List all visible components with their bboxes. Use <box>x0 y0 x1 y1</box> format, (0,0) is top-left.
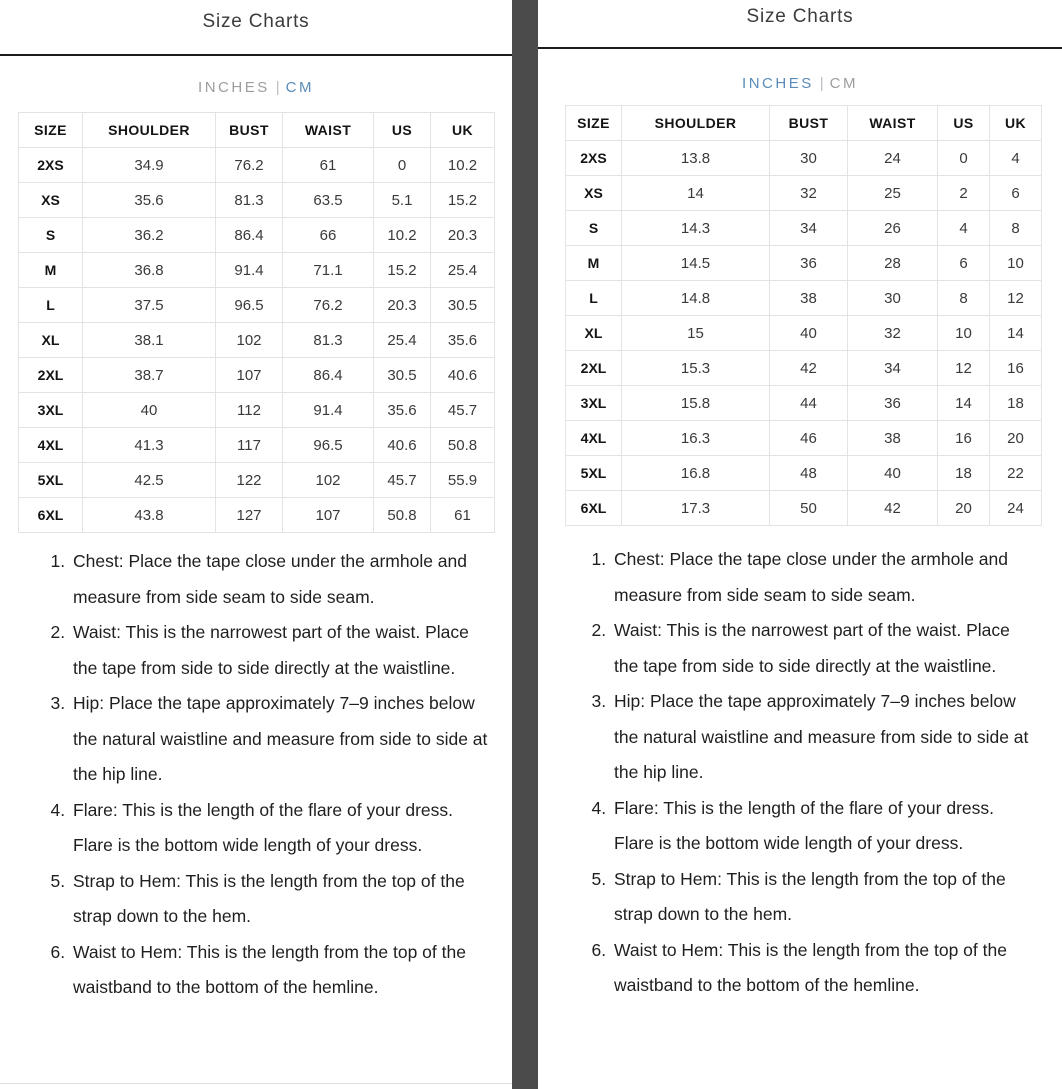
value-cell: 14 <box>622 176 770 211</box>
value-cell: 42 <box>770 351 848 386</box>
tab-inches[interactable]: INCHES <box>742 75 814 92</box>
column-header: UK <box>431 113 495 148</box>
value-cell: 61 <box>431 498 495 533</box>
size-cell: 6XL <box>566 491 622 526</box>
unit-tabs <box>0 79 512 96</box>
value-cell: 17.3 <box>622 491 770 526</box>
size-chart-panel-inches <box>538 0 1062 1089</box>
instruction-item: 4. Flare: This is the length of the flare of your dress. Flare is the bottom wide length of your dress. <box>70 793 490 864</box>
value-cell: 61 <box>283 148 374 183</box>
size-chart-panel-cm <box>0 0 512 1089</box>
size-cell: 2XL <box>19 358 83 393</box>
value-cell: 36 <box>848 386 938 421</box>
value-cell: 32 <box>770 176 848 211</box>
value-cell: 22 <box>990 456 1042 491</box>
panel-divider <box>512 0 538 1089</box>
table-row <box>19 393 495 428</box>
value-cell: 86.4 <box>216 218 283 253</box>
value-cell: 14.5 <box>622 246 770 281</box>
table-row <box>19 288 495 323</box>
instruction-item: 5. Strap to Hem: This is the length from the top of the strap down to the hem. <box>611 862 1038 933</box>
instruction-item: 4. Flare: This is the length of the flare of your dress. Flare is the bottom wide length of your dress. <box>611 791 1038 862</box>
unit-tabs <box>538 75 1062 92</box>
value-cell: 18 <box>938 456 990 491</box>
size-cell: M <box>566 246 622 281</box>
value-cell: 42 <box>848 491 938 526</box>
value-cell: 24 <box>848 141 938 176</box>
table-row <box>566 211 1042 246</box>
value-cell: 35.6 <box>83 183 216 218</box>
size-cell: M <box>19 253 83 288</box>
value-cell: 86.4 <box>283 358 374 393</box>
size-cell: 6XL <box>19 498 83 533</box>
value-cell: 71.1 <box>283 253 374 288</box>
value-cell: 34.9 <box>83 148 216 183</box>
value-cell: 30 <box>848 281 938 316</box>
value-cell: 112 <box>216 393 283 428</box>
table-row <box>19 253 495 288</box>
instruction-item: 3. Hip: Place the tape approximately 7–9 inches below the natural waistline and measure from side to side at the hip line. <box>70 686 490 793</box>
page-title: Size Charts <box>746 6 854 27</box>
value-cell: 63.5 <box>283 183 374 218</box>
table-row <box>566 491 1042 526</box>
table-row <box>19 323 495 358</box>
value-cell: 91.4 <box>283 393 374 428</box>
value-cell: 25.4 <box>374 323 431 358</box>
size-cell: S <box>19 218 83 253</box>
value-cell: 81.3 <box>216 183 283 218</box>
table-row <box>19 218 495 253</box>
value-cell: 15.3 <box>622 351 770 386</box>
column-header: BUST <box>770 106 848 141</box>
value-cell: 32 <box>848 316 938 351</box>
table-row <box>19 428 495 463</box>
tab-cm[interactable]: CM <box>829 75 858 92</box>
value-cell: 0 <box>938 141 990 176</box>
tab-inches[interactable]: INCHES <box>198 79 270 96</box>
column-header: WAIST <box>283 113 374 148</box>
value-cell: 76.2 <box>283 288 374 323</box>
value-cell: 28 <box>848 246 938 281</box>
value-cell: 38.7 <box>83 358 216 393</box>
value-cell: 35.6 <box>374 393 431 428</box>
column-header: BUST <box>216 113 283 148</box>
size-cell: L <box>566 281 622 316</box>
table-row <box>566 316 1042 351</box>
value-cell: 25 <box>848 176 938 211</box>
value-cell: 117 <box>216 428 283 463</box>
column-header: SHOULDER <box>83 113 216 148</box>
value-cell: 122 <box>216 463 283 498</box>
panel-header <box>538 0 1062 49</box>
instruction-item: 6. Waist to Hem: This is the length from the top of the waistband to the bottom of the hemline. <box>611 933 1038 1004</box>
size-cell: 4XL <box>566 421 622 456</box>
value-cell: 10 <box>990 246 1042 281</box>
value-cell: 24 <box>990 491 1042 526</box>
value-cell: 16.8 <box>622 456 770 491</box>
instruction-item: 2. Waist: This is the narrowest part of the waist. Place the tape from side to side directly at the waistline. <box>70 615 490 686</box>
size-cell: S <box>566 211 622 246</box>
value-cell: 36.2 <box>83 218 216 253</box>
table-row <box>19 148 495 183</box>
value-cell: 8 <box>938 281 990 316</box>
value-cell: 16.3 <box>622 421 770 456</box>
value-cell: 20 <box>938 491 990 526</box>
value-cell: 26 <box>848 211 938 246</box>
value-cell: 45.7 <box>431 393 495 428</box>
value-cell: 55.9 <box>431 463 495 498</box>
value-cell: 14 <box>990 316 1042 351</box>
value-cell: 10.2 <box>431 148 495 183</box>
size-cell: XL <box>19 323 83 358</box>
instruction-item: 2. Waist: This is the narrowest part of the waist. Place the tape from side to side directly at the waistline. <box>611 613 1038 684</box>
value-cell: 50.8 <box>374 498 431 533</box>
column-header: WAIST <box>848 106 938 141</box>
value-cell: 35.6 <box>431 323 495 358</box>
value-cell: 38 <box>770 281 848 316</box>
table-row <box>566 141 1042 176</box>
size-cell: 5XL <box>566 456 622 491</box>
column-header: UK <box>990 106 1042 141</box>
value-cell: 15.8 <box>622 386 770 421</box>
value-cell: 96.5 <box>216 288 283 323</box>
value-cell: 44 <box>770 386 848 421</box>
table-row <box>19 463 495 498</box>
value-cell: 37.5 <box>83 288 216 323</box>
value-cell: 18 <box>990 386 1042 421</box>
size-table <box>18 112 495 533</box>
column-header: SIZE <box>19 113 83 148</box>
value-cell: 30.5 <box>374 358 431 393</box>
value-cell: 107 <box>216 358 283 393</box>
value-cell: 16 <box>990 351 1042 386</box>
value-cell: 40.6 <box>431 358 495 393</box>
page-title: Size Charts <box>202 11 310 32</box>
value-cell: 16 <box>938 421 990 456</box>
value-cell: 15.2 <box>431 183 495 218</box>
value-cell: 76.2 <box>216 148 283 183</box>
value-cell: 34 <box>848 351 938 386</box>
value-cell: 10 <box>938 316 990 351</box>
table-row <box>566 386 1042 421</box>
value-cell: 40 <box>770 316 848 351</box>
value-cell: 127 <box>216 498 283 533</box>
value-cell: 15 <box>622 316 770 351</box>
value-cell: 81.3 <box>283 323 374 358</box>
bottom-divider-line <box>0 1083 512 1084</box>
table-row <box>566 456 1042 491</box>
instruction-item: 6. Waist to Hem: This is the length from the top of the waistband to the bottom of the hemline. <box>70 935 490 1006</box>
value-cell: 4 <box>938 211 990 246</box>
value-cell: 40.6 <box>374 428 431 463</box>
value-cell: 15.2 <box>374 253 431 288</box>
value-cell: 25.4 <box>431 253 495 288</box>
value-cell: 91.4 <box>216 253 283 288</box>
table-row <box>19 358 495 393</box>
value-cell: 14.3 <box>622 211 770 246</box>
size-cell: XS <box>19 183 83 218</box>
instruction-item: 1. Chest: Place the tape close under the armhole and measure from side seam to side seam. <box>70 544 490 615</box>
value-cell: 0 <box>374 148 431 183</box>
value-cell: 46 <box>770 421 848 456</box>
value-cell: 6 <box>938 246 990 281</box>
size-cell: L <box>19 288 83 323</box>
value-cell: 30 <box>770 141 848 176</box>
value-cell: 42.5 <box>83 463 216 498</box>
size-cell: 2XL <box>566 351 622 386</box>
value-cell: 12 <box>938 351 990 386</box>
value-cell: 2 <box>938 176 990 211</box>
value-cell: 48 <box>770 456 848 491</box>
value-cell: 5.1 <box>374 183 431 218</box>
value-cell: 38.1 <box>83 323 216 358</box>
table-row <box>566 246 1042 281</box>
value-cell: 14 <box>938 386 990 421</box>
value-cell: 20.3 <box>374 288 431 323</box>
column-header: US <box>938 106 990 141</box>
table-header-row <box>19 113 495 148</box>
table-row <box>566 176 1042 211</box>
size-cell: 4XL <box>19 428 83 463</box>
tab-separator: | <box>275 79 280 96</box>
value-cell: 38 <box>848 421 938 456</box>
value-cell: 50.8 <box>431 428 495 463</box>
value-cell: 40 <box>848 456 938 491</box>
instruction-item: 3. Hip: Place the tape approximately 7–9 inches below the natural waistline and measure from side to side at the hip line. <box>611 684 1038 791</box>
table-row <box>19 183 495 218</box>
value-cell: 50 <box>770 491 848 526</box>
value-cell: 30.5 <box>431 288 495 323</box>
value-cell: 10.2 <box>374 218 431 253</box>
value-cell: 96.5 <box>283 428 374 463</box>
value-cell: 41.3 <box>83 428 216 463</box>
value-cell: 45.7 <box>374 463 431 498</box>
value-cell: 66 <box>283 218 374 253</box>
tab-separator: | <box>819 75 824 92</box>
value-cell: 6 <box>990 176 1042 211</box>
size-cell: 2XS <box>19 148 83 183</box>
panel-header <box>0 0 512 56</box>
measurement-instructions <box>538 542 1062 1004</box>
value-cell: 107 <box>283 498 374 533</box>
size-cell: 5XL <box>19 463 83 498</box>
value-cell: 20.3 <box>431 218 495 253</box>
value-cell: 8 <box>990 211 1042 246</box>
table-row <box>566 281 1042 316</box>
measurement-instructions <box>0 544 512 1006</box>
table-row <box>19 498 495 533</box>
table-row <box>566 351 1042 386</box>
column-header: SHOULDER <box>622 106 770 141</box>
size-cell: 3XL <box>566 386 622 421</box>
value-cell: 36 <box>770 246 848 281</box>
value-cell: 43.8 <box>83 498 216 533</box>
size-cell: 3XL <box>19 393 83 428</box>
value-cell: 4 <box>990 141 1042 176</box>
instruction-item: 1. Chest: Place the tape close under the armhole and measure from side seam to side seam. <box>611 542 1038 613</box>
value-cell: 102 <box>216 323 283 358</box>
column-header: US <box>374 113 431 148</box>
value-cell: 20 <box>990 421 1042 456</box>
tab-cm[interactable]: CM <box>285 79 314 96</box>
instruction-item: 5. Strap to Hem: This is the length from the top of the strap down to the hem. <box>70 864 490 935</box>
value-cell: 102 <box>283 463 374 498</box>
value-cell: 14.8 <box>622 281 770 316</box>
size-cell: XS <box>566 176 622 211</box>
table-header-row <box>566 106 1042 141</box>
size-table <box>565 105 1042 526</box>
column-header: SIZE <box>566 106 622 141</box>
size-cell: XL <box>566 316 622 351</box>
size-cell: 2XS <box>566 141 622 176</box>
value-cell: 12 <box>990 281 1042 316</box>
table-row <box>566 421 1042 456</box>
value-cell: 40 <box>83 393 216 428</box>
value-cell: 34 <box>770 211 848 246</box>
value-cell: 36.8 <box>83 253 216 288</box>
value-cell: 13.8 <box>622 141 770 176</box>
